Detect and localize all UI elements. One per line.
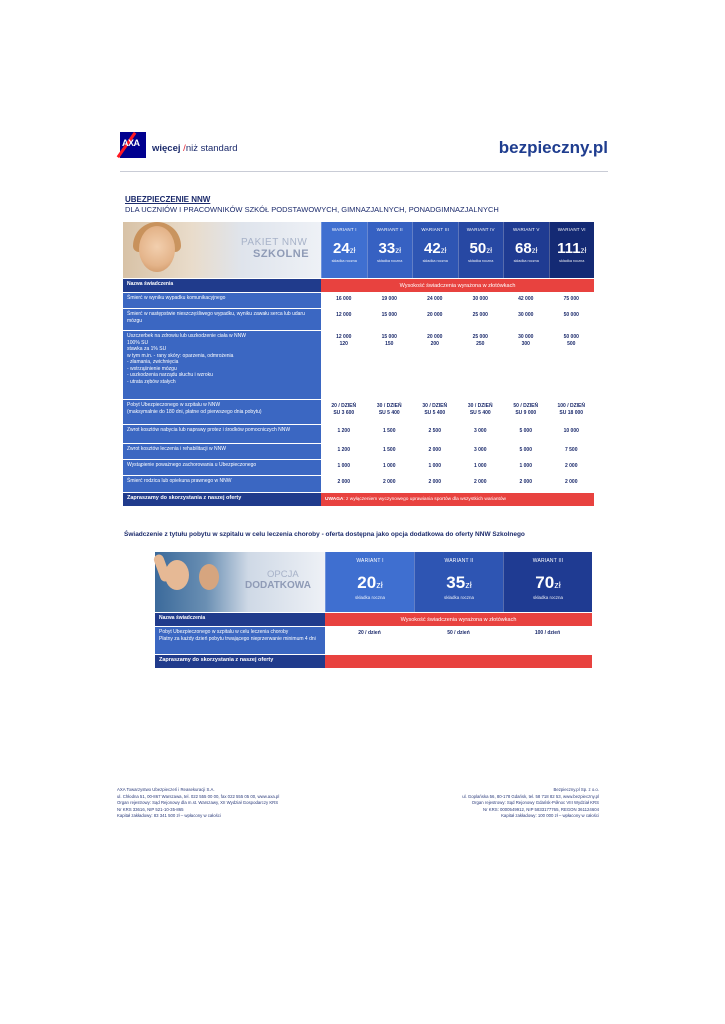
option-banner	[155, 552, 592, 612]
benefit-amount: 1 000	[382, 463, 396, 469]
variant-price-caption: składka roczna	[443, 595, 474, 600]
nnw-table	[123, 222, 594, 506]
variant-name: WARIANT II	[376, 227, 403, 232]
benefit-amount: 2 000	[564, 479, 578, 485]
benefit-values	[321, 309, 594, 330]
offer-invitation: Zapraszamy do skorzystania z naszej oferty	[155, 655, 325, 668]
benefit-values	[321, 293, 594, 308]
variant-price-unit: zł	[580, 246, 587, 255]
benefit-name: Wystąpienie poważnego zachorowania u Ubezpieczonego	[123, 460, 321, 475]
header-benefit-name: Nazwa świadczenia	[155, 613, 325, 626]
axa-logo	[120, 132, 146, 158]
benefit-values	[321, 331, 594, 399]
header-divider	[120, 171, 608, 172]
variant-headers	[321, 222, 594, 278]
variant-column	[503, 552, 592, 612]
table-body	[123, 278, 594, 506]
benefit-amount: 2 000	[428, 479, 441, 485]
variant-price-unit: zł	[376, 580, 383, 590]
benefit-amount: 12 000 120	[336, 334, 352, 347]
document-page	[95, 97, 633, 867]
axa-logo-text: AXA	[122, 138, 140, 148]
table-row	[123, 459, 594, 475]
benefit-name: Zwrot kosztów nabycia lub naprawy protez i środków pomocniczych NNW	[123, 425, 321, 443]
benefit-values	[321, 400, 594, 424]
benefit-values	[321, 476, 594, 492]
benefit-values	[321, 444, 594, 459]
benefit-values	[321, 460, 594, 475]
benefit-amount: 30 000	[518, 312, 534, 318]
table-row	[123, 443, 594, 459]
benefit-amount: 30 / DZIEŃ SU 5 400	[422, 403, 448, 416]
variant-price-unit: zł	[395, 246, 401, 255]
variant-price-unit: zł	[531, 246, 538, 255]
variant-price-caption: składka roczna	[532, 595, 563, 600]
document-title: UBEZPIECZENIE NNW	[125, 195, 211, 204]
benefit-amount: 25 000 250	[472, 334, 488, 347]
benefit-name: Uszczerbek na zdrowiu lub uszkodzenie ciała w NNW 100% SU stawka za 1% SU w tym m.in. - rany skóry: oparzenia, odmrożenia - złamania, zwichnięcia - wstrząśnienie mózgu - uszkodzenia narządu słuchu i wzroku - utrata zębów stałych	[123, 331, 321, 399]
offer-invitation: Zapraszamy do skorzystania z naszej oferty	[123, 493, 321, 506]
benefit-name: Śmierć rodzica lub opiekuna prawnego w NNW	[123, 476, 321, 492]
benefit-amount: 30 / DZIEŃ SU 5 400	[467, 403, 493, 416]
variant-price: 35zł	[446, 573, 472, 592]
benefit-amount: 1 000	[473, 463, 487, 469]
variant-price-caption: składka roczna	[354, 595, 385, 600]
benefit-name: Pobyt Ubezpieczonego w szpitalu w NNW (maksymalnie do 180 dni, płatne od pierwszego dnia pobytu)	[123, 400, 321, 424]
variant-column	[549, 222, 595, 278]
benefit-amount: 20 / dzień	[358, 630, 381, 636]
benefit-amount: 30 000 300	[518, 334, 534, 347]
table-row	[123, 308, 594, 330]
variant-column	[367, 222, 413, 278]
benefit-values	[325, 627, 592, 654]
table-row	[155, 626, 592, 654]
variant-price-unit: zł	[465, 580, 472, 590]
benefit-amount: 3 000	[473, 447, 487, 453]
header-amount-caption: Wysokość świadczenia wyrażona w złotówkach	[321, 279, 594, 292]
tagline-rest: niż standard	[185, 143, 238, 154]
benefit-amount: 2 000	[564, 463, 578, 469]
benefit-name: Pobyt Ubezpieczonego w szpitalu w celu leczenia choroby Płatny za każdy dzień pobytu trwającego nieprzerwanie minimum 4 dni	[155, 627, 325, 654]
benefit-amount: 30 / DZIEŃ SU 5 400	[376, 403, 402, 416]
benefit-amount: 2 000	[519, 479, 532, 485]
benefit-amount: 42 000	[518, 296, 534, 302]
kid-face-image	[199, 564, 219, 590]
variant-column	[458, 222, 504, 278]
table-header-row	[123, 278, 594, 292]
table-row	[123, 292, 594, 308]
benefit-amount: 12 000	[336, 312, 352, 318]
benefit-amount: 7 500	[564, 447, 578, 453]
benefit-amount: 30 000	[472, 296, 488, 302]
benefit-name: Śmierć w wyniku wypadku komunikacyjnego	[123, 293, 321, 308]
variant-name: WARIANT I	[356, 558, 384, 564]
footer-note	[325, 655, 592, 668]
variant-price-caption: składka roczna	[559, 259, 585, 263]
variant-price-unit: zł	[486, 246, 492, 255]
table-row	[123, 475, 594, 492]
document-subtitle: DLA UCZNIÓW I PRACOWNIKÓW SZKÓŁ PODSTAWOWYCH, GIMNAZJALNYCH, PONADGIMNAZJALNYCH	[125, 205, 499, 214]
variant-price: 68zł	[515, 240, 538, 257]
variant-column	[414, 552, 503, 612]
benefit-amount: 16 000	[336, 296, 352, 302]
variant-price: 24zł	[333, 240, 356, 257]
benefit-amount: 1 200	[337, 428, 350, 434]
bezpieczny-logo: bezpieczny.pl	[498, 138, 608, 157]
option-table-body	[155, 612, 592, 668]
benefit-amount: 20 / DZIEŃ SU 3 600	[331, 403, 357, 416]
benefit-name: Śmierć w następstwie nieszczęśliwego wypadku, wyniku zawału serca lub udaru mózgu	[123, 309, 321, 330]
table-footer-row	[123, 492, 594, 506]
variant-price: 70zł	[535, 573, 561, 592]
variant-name: WARIANT VI	[557, 227, 586, 232]
table-row	[123, 330, 594, 399]
benefit-amount: 25 000	[472, 312, 488, 318]
table-row	[123, 424, 594, 443]
girl-face-image	[139, 226, 175, 272]
benefit-values	[321, 425, 594, 443]
benefit-amount: 24 000	[427, 296, 443, 302]
variant-price: 50zł	[469, 240, 492, 257]
variant-price-caption: składka roczna	[468, 259, 494, 263]
benefit-amount: 20 000 200	[427, 334, 443, 347]
benefit-amount: 1 000	[519, 463, 532, 469]
benefit-amount: 10 000	[563, 428, 579, 434]
benefit-amount: 3 000	[473, 428, 487, 434]
option-variant-headers	[325, 552, 592, 612]
option-table	[155, 552, 592, 668]
header-amount-caption: Wysokość świadczenia wyrażona w złotówkach	[325, 613, 592, 626]
benefit-amount: 15 000	[381, 312, 397, 318]
variant-name: WARIANT II	[444, 558, 474, 564]
benefit-amount: 1 500	[382, 447, 396, 453]
page-header	[120, 130, 608, 170]
benefit-amount: 1 200	[337, 447, 350, 453]
variant-price: 20zł	[357, 573, 383, 592]
variant-column	[412, 222, 458, 278]
variant-price: 42zł	[424, 240, 447, 257]
bezpieczny-company-info: Bezpieczny.pl Sp. z o.o. ul. Goplańska 56, 80-178 Gdańsk, tel. 58 718 82 53, www.bezpieczny.pl Organ rejestrowy: Sąd Rejonowy Gdańsk-Północ VIII Wydział KRS Nr KRS: 0000549912, NIP 5833177765, REGON 361124604 Kapitał zakładowy: 100 000 zł – wpłacony w całości	[462, 787, 599, 818]
benefit-amount: 1 000	[428, 463, 441, 469]
variant-name: WARIANT IV	[466, 227, 495, 232]
variant-name: WARIANT I	[331, 227, 357, 232]
benefit-amount: 100 / DZIEŃ SU 18 000	[557, 403, 585, 416]
benefit-amount: 20 000	[427, 312, 443, 318]
variant-price-unit: zł	[440, 246, 447, 255]
benefit-amount: 5 000	[519, 447, 532, 453]
benefit-amount: 1 500	[382, 428, 396, 434]
variant-price-unit: zł	[554, 580, 561, 590]
benefit-amount: 100 / dzień	[534, 630, 561, 636]
benefit-amount: 1 000	[337, 463, 350, 469]
benefit-amount: 2 000	[382, 479, 396, 485]
banner-title-line2: SZKOLNE	[253, 248, 310, 260]
option-banner-line1: OPCJA	[267, 569, 299, 580]
option-banner-line2: DODATKOWA	[245, 580, 311, 591]
variant-price-caption: składka roczna	[377, 259, 403, 263]
variant-price: 111zł	[557, 240, 587, 257]
benefit-amount: 15 000 150	[381, 334, 397, 347]
table-header-row	[155, 612, 592, 626]
benefit-amount: 19 000	[381, 296, 397, 302]
header-benefit-name: Nazwa świadczenia	[123, 279, 321, 292]
table-footer-row	[155, 654, 592, 668]
note-warning-label: UWAGA	[325, 497, 344, 502]
benefit-amount: 75 000	[563, 296, 579, 302]
variant-column	[503, 222, 549, 278]
benefit-amount: 50 / dzień	[447, 630, 470, 636]
benefit-amount: 2 000	[337, 479, 350, 485]
variant-price: 33zł	[378, 240, 401, 257]
benefit-amount: 2 500	[428, 428, 441, 434]
variant-price-unit: zł	[349, 246, 356, 255]
tagline	[152, 143, 238, 154]
variant-price-caption: składka roczna	[513, 259, 539, 263]
banner-title-line1: PAKIET NNW	[241, 237, 308, 248]
benefit-amount: 50 000 500	[563, 334, 579, 347]
variant-column	[325, 552, 414, 612]
footer-note	[321, 493, 594, 506]
kid-face-image	[165, 560, 189, 590]
variant-column	[321, 222, 367, 278]
benefit-amount: 50 / DZIEŃ SU 9 000	[513, 403, 539, 416]
variant-price-caption: składka roczna	[331, 259, 357, 263]
variant-name: WARIANT III	[532, 558, 564, 564]
benefit-amount: 2 000	[473, 479, 487, 485]
option-banner-photo	[155, 552, 325, 612]
variant-name: WARIANT V	[512, 227, 540, 232]
note-text: : z wyłączeniem wyczynowego uprawiania sportów dla wszystkich wariantów	[343, 497, 507, 502]
benefit-name: Zwrot kosztów leczenia i rehabilitacji w NNW	[123, 444, 321, 459]
variant-name: WARIANT III	[421, 227, 450, 232]
benefit-amount: 50 000	[563, 312, 579, 318]
benefit-amount: 5 000	[519, 428, 532, 434]
tagline-slash: /	[183, 143, 186, 154]
tagline-bold: więcej	[152, 143, 181, 154]
axa-company-info: AXA Towarzystwo Ubezpieczeń i Reasekuracji S.A. ul. Chłodna 51, 00-867 Warszawa, tel. 022 555 00 00, fax 022 555 05 00, www.axa.pl Organ rejestrowy: Sąd Rejonowy dla m.st. Warszawy, XII Wydział Gospodarczy KRS Nr KRS 33616, NIP 521-10-35-865 Kapitał zakładowy: 83 341 500 zł – wpłacony w całości	[117, 787, 280, 818]
banner-photo	[123, 222, 321, 278]
benefit-amount: 2 000	[428, 447, 441, 453]
table-banner	[123, 222, 594, 278]
option-title: Świadczenie z tytułu pobytu w szpitalu w celu leczenia choroby - oferta dostępna jako opcja dodatkowa do oferty NNW Szkolnego	[124, 531, 525, 538]
table-row	[123, 399, 594, 424]
variant-price-caption: składka roczna	[422, 259, 448, 263]
